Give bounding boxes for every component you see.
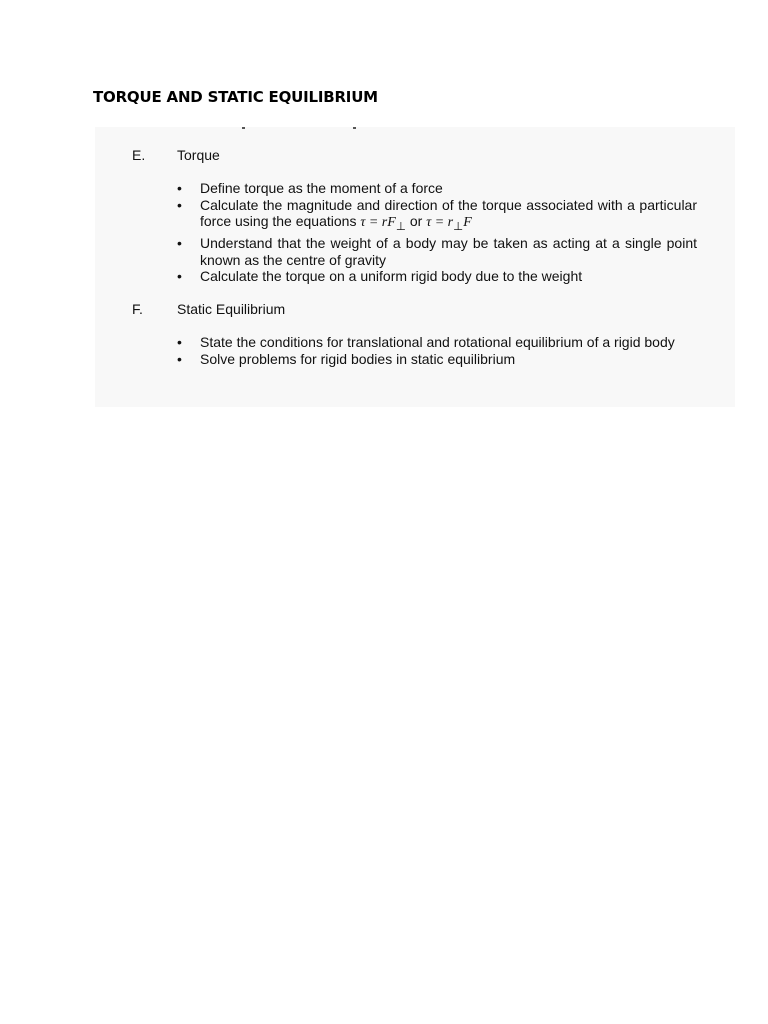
perpendicular-symbol: ⊥ (395, 219, 406, 233)
bullet-text: Calculate the magnitude and direction of the torque associated with a particular force using the equations (200, 196, 697, 229)
bullet-text: Solve problems for rigid bodies in static equilibrium (200, 350, 516, 367)
bullet-list (177, 180, 697, 285)
section-heading: Torque (177, 147, 220, 163)
bullet-text: State the conditions for translational and rotational equilibrium of a rigid body (200, 334, 675, 350)
bullet-text: Understand that the weight of a body may be taken as acting at a single point known as the centre of gravity (200, 235, 697, 268)
section-heading: Static Equilibrium (177, 301, 286, 317)
list-item (177, 197, 697, 236)
section-letter: E. (132, 147, 146, 163)
document-title: TORQUE AND STATIC EQUILIBRIUM (93, 88, 378, 106)
equation-separator: or (409, 213, 423, 229)
list-item (177, 334, 697, 351)
bullet-text: Define torque as the moment of a force (200, 180, 443, 196)
list-item (177, 180, 697, 197)
perpendicular-symbol: ⊥ (453, 219, 464, 233)
bullet-text: Calculate the torque on a uniform rigid body due to the weight (200, 268, 583, 285)
bullet-icon: • (177, 350, 182, 367)
equation-part: τ = r (426, 215, 454, 230)
bullet-list (177, 334, 697, 367)
scan-artifact (242, 127, 245, 129)
section-letter: F. (132, 301, 143, 317)
list-item (177, 235, 697, 268)
bullet-icon: • (177, 334, 182, 350)
bullet-icon: • (177, 235, 182, 252)
scanned-excerpt (95, 127, 735, 407)
bullet-icon: • (177, 268, 182, 285)
torque-equation-alt (426, 215, 472, 233)
torque-equation (360, 215, 406, 233)
scan-artifact (353, 127, 356, 129)
equation-part: τ = rF (360, 215, 396, 230)
equation-part: F (463, 215, 472, 230)
list-item (177, 351, 697, 368)
bullet-icon: • (177, 196, 182, 213)
bullet-icon: • (177, 180, 182, 196)
list-item (177, 268, 697, 285)
